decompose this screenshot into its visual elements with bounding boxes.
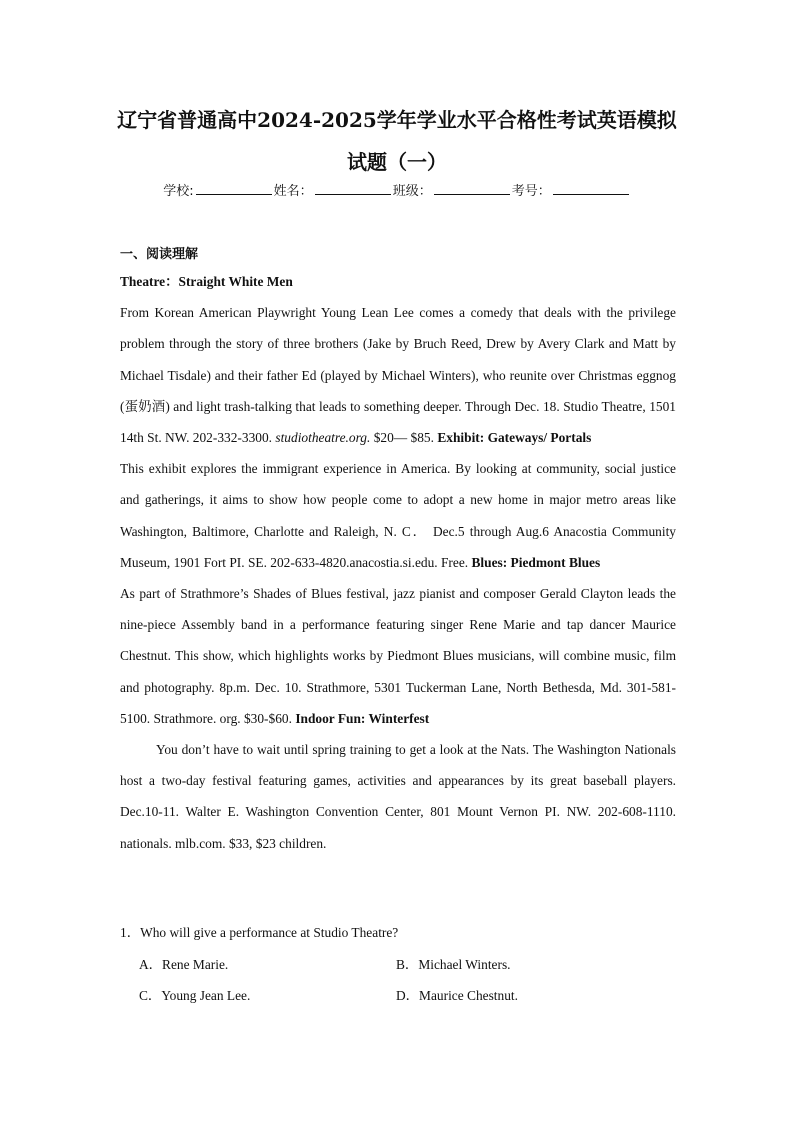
item1-paragraph: [120, 297, 676, 453]
item1-site: studiotheatre.org.: [275, 430, 371, 446]
page-title-line1: 辽宁省普通高中2024-2025学年学业水平合格性考试英语模拟: [117, 108, 677, 132]
school-blank: [196, 182, 272, 195]
student-info-row: [0, 180, 794, 199]
item3-paragraph: [120, 578, 676, 734]
item4-paragraph: You don’t have to wait until spring training to get a look at the Nats. The Washington Nationals host a two-day festival featuring games, activities and appearances by its great baseball players. Dec.10-11. Walter E. Washington Convention Center, 801 Mount Vernon PI. NW. 202-608-1110. nationals. mlb.com. $33, $23 children.: [120, 742, 676, 851]
question-1-option-c[interactable]: C．Young Jean Lee.: [139, 988, 251, 1003]
item2-paragraph: [120, 453, 676, 578]
question-1-option-b[interactable]: B．Michael Winters.: [396, 957, 511, 972]
exam-no-blank: [553, 182, 629, 195]
class-blank: [434, 182, 510, 195]
question-1-stem: 1．Who will give a performance at Studio Theatre?: [120, 925, 399, 940]
name-blank: [315, 182, 391, 195]
item4-title: Indoor Fun: Winterfest: [295, 710, 430, 726]
school-label: 学校:: [163, 184, 194, 199]
item2-text: This exhibit explores the immigrant experience in America. By looking at community, social justice and gatherings, it aims to show how people come to adopt a new home in major metro areas like Washington, Baltimore, Charlotte and Raleigh, N. C． Dec.5 through Aug.6 Anacostia Community Museum, 1901 Fort PI. SE. 202-633-4820.anacostia.si.edu. Free.: [120, 461, 676, 570]
reading-passage: [120, 266, 676, 859]
item3-text: As part of Strathmore’s Shades of Blues festival, jazz pianist and composer Gerald Clayton leads the nine-piece Assembly band in a performance featuring singer Rene Marie and tap dancer Maurice Chestnut. This show, which highlights works by Piedmont Blues musicians, will combine music, film and photography. 8p.m. Dec. 10. Strathmore, 5301 Tuckerman Lane, North Bethesda, Md. 301-581-5100. Strathmore. org. $30-$60.: [120, 586, 676, 726]
question-1-option-a[interactable]: A．Rene Marie.: [139, 957, 229, 972]
class-label: 班级：: [392, 184, 432, 199]
exam-no-label: 考号：: [511, 184, 551, 199]
section-heading: 一、阅读理解: [120, 247, 199, 262]
name-label: 姓名：: [273, 184, 313, 199]
item2-title: Exhibit: Gateways/ Portals: [437, 430, 592, 446]
item1-price: $20— $85.: [373, 430, 434, 446]
item3-title: Blues: Piedmont Blues: [471, 554, 601, 570]
page-title-line2: 试题（一）: [347, 150, 447, 174]
item1-title: Theatre：Straight White Men: [120, 274, 293, 289]
question-1-option-d[interactable]: D．Maurice Chestnut.: [396, 988, 518, 1003]
item1-text: From Korean American Playwright Young Lean Lee comes a comedy that deals with the privilege problem through the story of three brothers (Jake by Bruch Reed, Drew by Avery Clark and Matt by Michael Tisdale) and their father Ed (played by Michael Winters), who reunite over Christmas eggnog (蛋奶酒) and light trash-talking that leads to something deeper. Through Dec. 18. Studio Theatre, 1501 14th St. NW. 202-332-3300.: [120, 305, 676, 446]
